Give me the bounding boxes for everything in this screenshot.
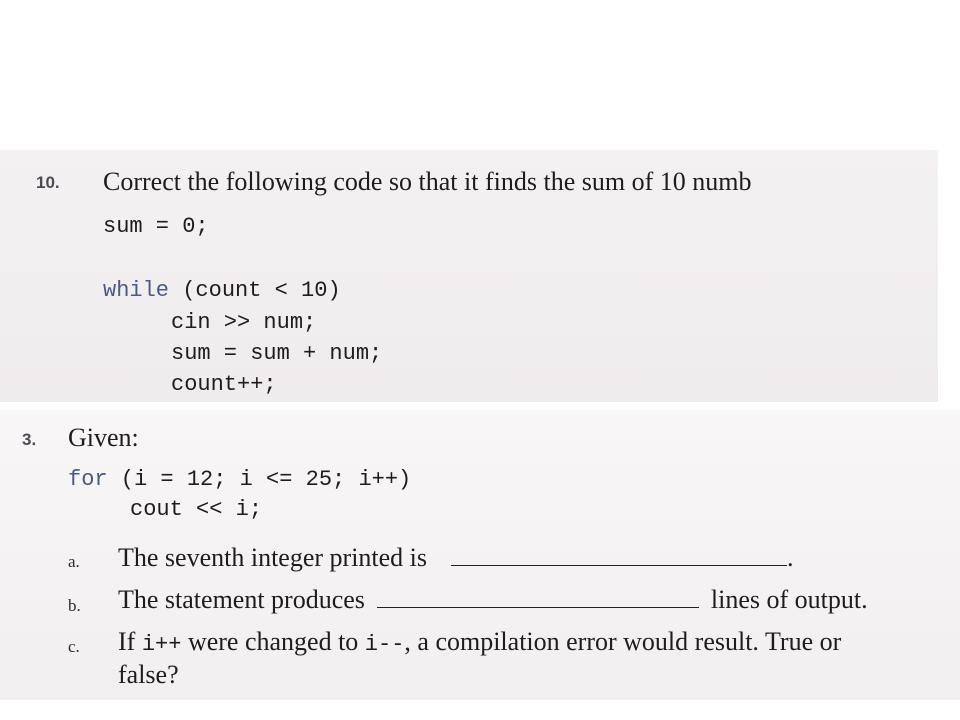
- item-b-text-after: lines of output.: [710, 585, 868, 614]
- for-header: (i = 12; i <= 25; i++): [107, 467, 412, 492]
- problem-10-number: 10.: [36, 173, 60, 192]
- item-a-text: [118, 543, 794, 573]
- item-a-text-before: The seventh integer printed is: [118, 543, 428, 572]
- item-b-answer-blank[interactable]: [377, 606, 699, 608]
- while-keyword: while: [103, 278, 170, 303]
- item-c-text-line2: false?: [118, 660, 179, 689]
- item-b-label: b.: [68, 596, 81, 615]
- item-c-text-part1: If: [118, 627, 142, 656]
- problem-3-given: Given:: [68, 423, 139, 452]
- item-b-text: [118, 585, 868, 615]
- item-b-text-before: The statement produces: [118, 585, 365, 614]
- item-c-code-increment: i++: [141, 632, 182, 657]
- code-line-count-inc: count++;: [171, 372, 277, 397]
- item-c-text-line1: [118, 627, 841, 657]
- code-line-sum-init: sum = 0;: [103, 214, 209, 239]
- item-a-text-after: .: [787, 543, 794, 572]
- item-a-label: a.: [68, 552, 80, 571]
- for-keyword: for: [68, 467, 108, 492]
- code-line-for: [68, 467, 411, 492]
- item-c-text-part2: were changed to: [181, 627, 365, 656]
- item-c-text-part3: , a compilation error would result. True or: [404, 627, 842, 656]
- item-c-label: c.: [68, 637, 80, 656]
- code-line-cout: cout << i;: [130, 497, 263, 522]
- code-line-sum-add: sum = sum + num;: [171, 341, 383, 366]
- code-line-while: [103, 278, 341, 303]
- item-a-answer-blank[interactable]: [451, 564, 787, 566]
- problem-3-number: 3.: [22, 430, 37, 449]
- problem-10-prompt: Correct the following code so that it finds the sum of 10 numb: [103, 167, 752, 196]
- item-c-code-decrement: i--: [364, 632, 405, 657]
- while-condition: (count < 10): [169, 278, 341, 303]
- code-line-cin: cin >> num;: [171, 310, 317, 335]
